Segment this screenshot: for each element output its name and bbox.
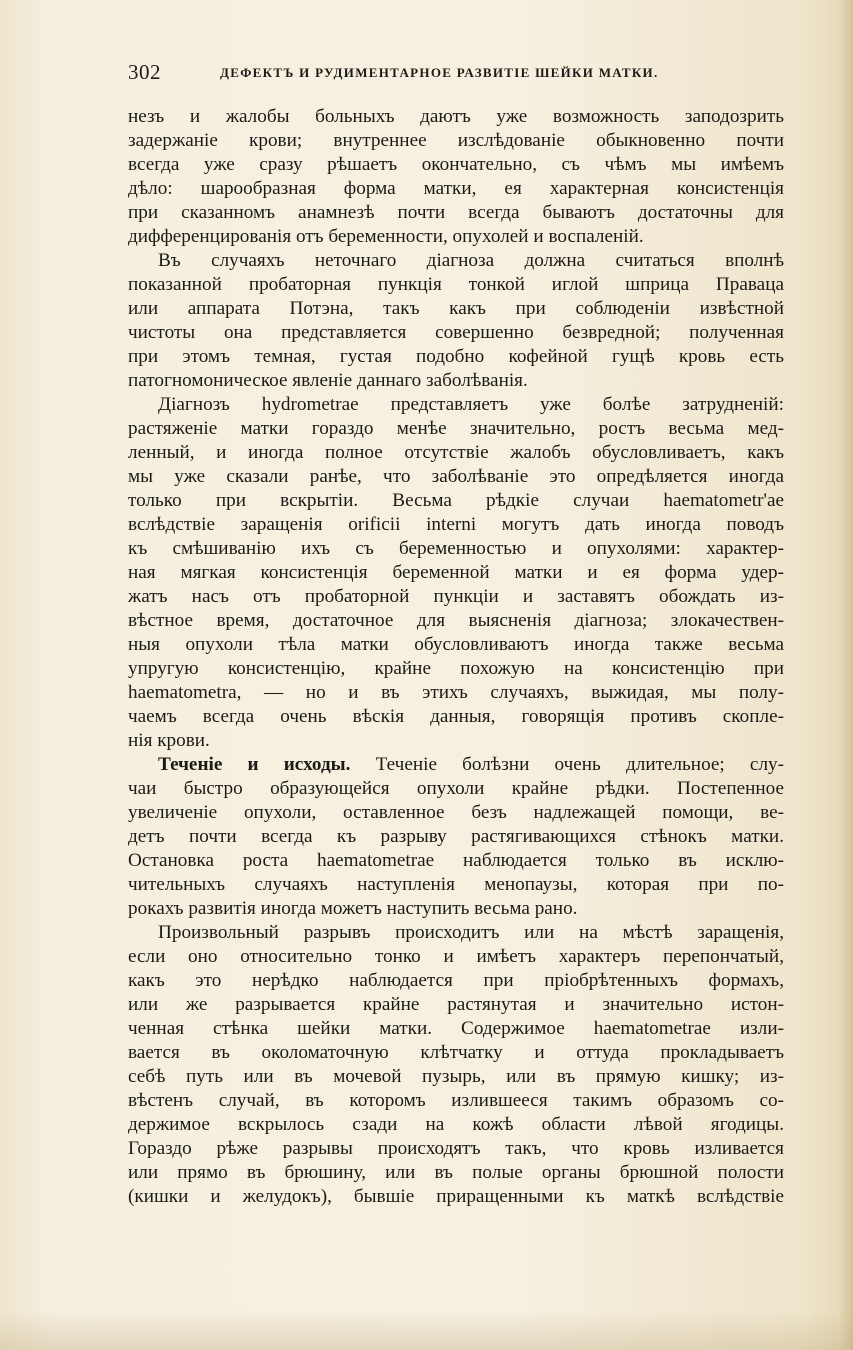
text-line: ленный, и иногда полное отсутствіе жалобъ обусловливаетъ, какъ <box>128 442 784 463</box>
text-line: чаемъ всегда очень вѣскія данныя, говорящія противъ скопле- <box>128 706 784 727</box>
paragraph-start-line: Діагнозъ hydrometrae представляетъ уже болѣе затрудненій: <box>158 394 784 415</box>
text-line: дифференцированія отъ беременности, опухолей и воспаленій. <box>128 226 644 247</box>
text-line: вслѣдствіе заращенія orificii interni могутъ дать иногда поводъ <box>128 514 784 535</box>
text-line: (кишки и желудокъ), бывшіе приращенными къ маткѣ вслѣдствіе <box>128 1186 784 1207</box>
text-line: ченная стѣнка шейки матки. Содержимое haematometrae изли- <box>128 1018 784 1039</box>
text-line: чаи быстро образующейся опухоли крайне рѣдки. Постепенное <box>128 778 784 799</box>
text-line: какъ это нерѣдко наблюдается при пріобрѣтенныхъ формахъ, <box>128 970 784 991</box>
page-number: 302 <box>128 60 161 84</box>
running-head: ДЕФЕКТЪ И РУДИМЕНТАРНОЕ РАЗВИТІЕ ШЕЙКИ МАТКИ. <box>220 65 659 80</box>
text-line: при этомъ темная, густая подобно кофейной гущѣ кровь есть <box>128 346 784 367</box>
section-heading-continuation: Теченіе болѣзни очень длительное; слу- <box>350 754 785 775</box>
text-line: чительныхъ случаяхъ наступленія менопаузы, которая при по- <box>128 874 784 895</box>
paragraph-start-line: Въ случаяхъ неточнаго діагноза должна считаться вполнѣ <box>158 250 784 271</box>
text-line: къ смѣшиванію ихъ съ беременностью и опухолями: характер- <box>128 538 784 559</box>
text-line: haematometra, — но и въ этихъ случаяхъ, выжидая, мы полу- <box>128 682 784 703</box>
text-line: Гораздо рѣже разрывы происходятъ такъ, что кровь изливается <box>128 1138 784 1159</box>
text-line: показанной пробаторная пункція тонкой иглой шприца Праваца <box>128 274 784 295</box>
text-line: или прямо въ брюшину, или въ полые органы брюшной полости <box>128 1162 784 1183</box>
text-line: патогномоническое явленіе даннаго заболѣванія. <box>128 370 528 391</box>
text-line: ная мягкая консистенція беременной матки и ея форма удер- <box>128 562 784 583</box>
text-line: чистоты она представляется совершенно безвредной; полученная <box>128 322 784 343</box>
text-line: нія крови. <box>128 730 210 751</box>
page-bottom-shadow <box>0 1310 853 1350</box>
text-line: держимое вскрылось сзади на кожѣ области лѣвой ягодицы. <box>128 1114 784 1135</box>
section-heading-line <box>128 753 784 777</box>
text-line: или аппарата Потэна, такъ какъ при соблюденіи извѣстной <box>128 298 784 319</box>
text-line: при сказанномъ анамнезѣ почти всегда бываютъ достаточны для <box>128 202 784 223</box>
text-line: всегда уже сразу рѣшаетъ окончательно, съ чѣмъ мы имѣемъ <box>128 154 784 175</box>
text-line: жатъ насъ отъ пробаторной пункціи и заставятъ обождать из- <box>128 586 784 607</box>
text-line: только при вскрытіи. Весьма рѣдкіе случаи haematometr'ae <box>128 490 784 511</box>
text-line: вается въ околоматочную клѣтчатку и оттуда прокладываетъ <box>128 1042 784 1063</box>
text-line: упругую консистенцію, крайне похожую на консистенцію при <box>128 658 784 679</box>
text-line: ныя опухоли тѣла матки обусловливаютъ иногда также весьма <box>128 634 784 655</box>
body-text <box>128 105 784 1209</box>
text-line: если оно относительно тонко и имѣетъ характеръ перепончатый, <box>128 946 784 967</box>
text-line: себѣ путь или въ мочевой пузырь, или въ прямую кишку; из- <box>128 1066 784 1087</box>
text-line: растяженіе матки гораздо менѣе значительно, ростъ весьма мед- <box>128 418 784 439</box>
text-line: дѣло: шарообразная форма матки, ея характерная консистенція <box>128 178 784 199</box>
paragraph-start-line: Произвольный разрывъ происходитъ или на мѣстѣ заращенія, <box>158 922 784 943</box>
text-line: мы уже сказали ранѣе, что заболѣваніе это опредѣляется иногда <box>128 466 784 487</box>
text-line: задержаніе крови; внутреннее изслѣдованіе обыкновенно почти <box>128 130 784 151</box>
text-line: детъ почти всегда къ разрыву растягивающихся стѣнокъ матки. <box>128 826 784 847</box>
text-line: увеличеніе опухоли, оставленное безъ надлежащей помощи, ве- <box>128 802 784 823</box>
text-line: рокахъ развитія иногда можетъ наступить весьма рано. <box>128 898 578 919</box>
page-header <box>128 60 788 86</box>
section-heading: Теченіе и исходы. <box>158 754 351 775</box>
page-edge-shadow <box>839 0 853 1350</box>
text-line: незъ и жалобы больныхъ даютъ уже возможность заподозрить <box>128 106 784 127</box>
text-line: вѣстное время, достаточное для выясненія діагноза; злокачествен- <box>128 610 784 631</box>
text-line: Остановка роста haematometrae наблюдается только въ исклю- <box>128 850 784 871</box>
text-line: или же разрывается крайне растянутая и значительно истон- <box>128 994 784 1015</box>
text-line: вѣстенъ случай, въ которомъ излившееся такимъ образомъ со- <box>128 1090 784 1111</box>
